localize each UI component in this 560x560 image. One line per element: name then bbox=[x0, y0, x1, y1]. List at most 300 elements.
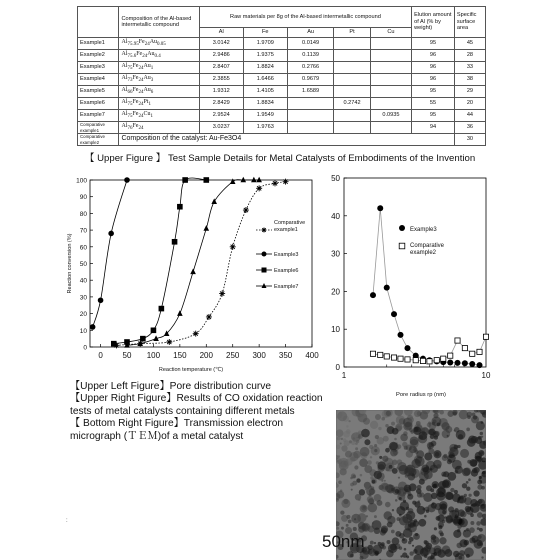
tem-grain bbox=[340, 510, 344, 514]
data-point bbox=[404, 345, 410, 351]
x-axis-label: Reaction temperature (℃) bbox=[158, 367, 224, 373]
tem-particle bbox=[413, 427, 421, 435]
row-value bbox=[287, 122, 334, 134]
y-tick-label: 50 bbox=[331, 174, 340, 183]
tem-grain bbox=[353, 451, 361, 459]
tem-grain bbox=[411, 445, 414, 448]
tem-grain bbox=[408, 417, 413, 422]
row-value bbox=[370, 62, 411, 74]
data-point bbox=[172, 239, 178, 245]
row-label: Example2 bbox=[78, 50, 119, 62]
y-tick-label: 0 bbox=[83, 344, 87, 352]
tem-particle bbox=[399, 497, 402, 500]
tem-grain bbox=[473, 415, 477, 419]
data-point bbox=[262, 252, 267, 257]
tem-particle bbox=[446, 516, 453, 523]
tem-grain bbox=[395, 531, 401, 537]
tem-grain bbox=[384, 480, 386, 482]
legend-label: Example6 bbox=[274, 268, 299, 274]
legend-label: Comparative bbox=[410, 243, 445, 249]
tem-grain bbox=[345, 451, 352, 458]
tem-grain bbox=[346, 425, 348, 427]
tem-particle bbox=[387, 426, 395, 434]
row-elution: 95 bbox=[412, 110, 455, 122]
y-tick-label: 0 bbox=[335, 363, 340, 372]
tem-particle bbox=[477, 541, 482, 546]
tem-grain bbox=[468, 494, 471, 497]
row-value: 1.9709 bbox=[243, 38, 287, 50]
tem-grain bbox=[386, 411, 391, 416]
tem-grain bbox=[359, 458, 368, 467]
tem-grain bbox=[456, 543, 462, 549]
tem-grain bbox=[363, 418, 370, 425]
tem-grain bbox=[407, 494, 413, 500]
tem-grain bbox=[470, 513, 474, 517]
y-axis-label: Reaction conversion (%) bbox=[67, 233, 73, 294]
row-value: 0.1139 bbox=[287, 50, 334, 62]
tem-grain bbox=[408, 541, 411, 544]
data-point bbox=[469, 361, 475, 367]
tem-grain bbox=[381, 417, 385, 421]
row-compound: $Al_{75}Fe_{24}Au_1$ bbox=[119, 62, 199, 74]
x-tick-label: 250 bbox=[226, 351, 240, 360]
row-value: 2.8407 bbox=[199, 62, 243, 74]
row-value bbox=[370, 122, 411, 134]
comparative2-composition: Composition of the catalyst: Au-Fe3O4 bbox=[119, 134, 454, 146]
tem-grain bbox=[345, 458, 352, 465]
tem-particle bbox=[449, 454, 453, 458]
row-value: 1.9312 bbox=[199, 86, 243, 98]
tem-grain bbox=[372, 522, 374, 524]
data-point bbox=[230, 244, 236, 250]
tem-grain bbox=[370, 541, 374, 545]
tem-grain bbox=[400, 434, 408, 442]
tem-grain bbox=[377, 500, 383, 506]
tem-grain bbox=[406, 465, 416, 475]
tem-grain bbox=[439, 410, 444, 414]
row-value: 1.8824 bbox=[243, 62, 287, 74]
tem-grain bbox=[409, 551, 413, 555]
y-tick-label: 40 bbox=[79, 277, 87, 285]
tem-grain bbox=[433, 552, 437, 556]
tem-grain bbox=[386, 540, 390, 544]
data-point bbox=[262, 228, 267, 233]
tem-grain bbox=[350, 554, 354, 558]
tem-grain bbox=[400, 555, 402, 557]
tem-particle bbox=[460, 496, 464, 500]
tem-grain bbox=[385, 502, 391, 508]
tem-particle bbox=[442, 510, 446, 514]
tem-grain bbox=[341, 445, 347, 451]
y-tick-label: 20 bbox=[79, 311, 87, 319]
tem-particle bbox=[403, 500, 406, 503]
tem-grain bbox=[360, 447, 370, 457]
tem-grain bbox=[343, 431, 350, 438]
data-point bbox=[283, 179, 289, 185]
data-point bbox=[378, 352, 383, 357]
tem-grain bbox=[479, 528, 483, 532]
row-elution: 55 bbox=[412, 98, 455, 110]
chart-legend bbox=[399, 225, 445, 256]
data-point bbox=[262, 283, 267, 288]
data-point bbox=[159, 306, 165, 312]
tem-particle bbox=[372, 480, 376, 484]
data-point bbox=[203, 177, 209, 183]
corner-cell bbox=[78, 7, 119, 38]
tem-grain bbox=[466, 481, 469, 484]
tem-grain bbox=[413, 448, 417, 452]
table-row bbox=[78, 86, 486, 98]
row-elution: 96 bbox=[412, 62, 455, 74]
tem-grain bbox=[336, 429, 343, 437]
tem-scale-label: 50nm bbox=[322, 532, 365, 551]
tem-grain bbox=[353, 527, 357, 531]
row-value: 1.9375 bbox=[243, 50, 287, 62]
data-point bbox=[177, 310, 183, 316]
tem-grain bbox=[410, 437, 419, 446]
tem-particle bbox=[445, 492, 453, 500]
tem-grain bbox=[480, 504, 485, 509]
row-value bbox=[334, 50, 370, 62]
y-tick-label: 80 bbox=[79, 210, 87, 218]
row-elution: 96 bbox=[412, 74, 455, 86]
tem-grain bbox=[402, 538, 405, 541]
legend-label: Example3 bbox=[410, 227, 437, 233]
tem-grain bbox=[351, 489, 353, 491]
table-row bbox=[78, 98, 486, 110]
row-value: 1.9763 bbox=[243, 122, 287, 134]
tem-grain bbox=[386, 550, 394, 558]
tem-particle bbox=[437, 423, 441, 427]
tem-particle bbox=[437, 515, 444, 522]
tem-grain bbox=[418, 519, 426, 527]
row-elution: 95 bbox=[412, 86, 455, 98]
row-surface: 33 bbox=[454, 62, 485, 74]
data-point bbox=[455, 360, 461, 366]
tem-grain bbox=[480, 432, 483, 435]
data-point bbox=[470, 351, 475, 356]
tem-grain bbox=[464, 540, 470, 546]
tem-particle bbox=[467, 438, 476, 447]
tem-grain bbox=[374, 449, 377, 452]
tem-grain bbox=[406, 555, 409, 558]
row-value: 2.9524 bbox=[199, 110, 243, 122]
data-point bbox=[230, 178, 236, 184]
col-header-pt: Pt bbox=[334, 28, 370, 38]
row-compound: $Al_{75}Fe_{24}Pt_1$ bbox=[119, 98, 199, 110]
tem-particle bbox=[433, 450, 441, 458]
tem-particle bbox=[466, 487, 470, 491]
row-value bbox=[334, 62, 370, 74]
tem-grain bbox=[439, 537, 446, 544]
tem-grain bbox=[438, 530, 442, 534]
chart-legend bbox=[256, 220, 305, 290]
data-point bbox=[370, 351, 375, 356]
data-point bbox=[140, 336, 146, 342]
tem-grain bbox=[447, 435, 449, 437]
tem-grain bbox=[477, 512, 483, 518]
tem-grain bbox=[463, 468, 471, 476]
series-line bbox=[114, 178, 207, 344]
tem-grain bbox=[408, 508, 414, 514]
x-tick-label: 1 bbox=[341, 371, 347, 380]
table-row bbox=[78, 122, 486, 134]
tem-grain bbox=[355, 447, 358, 450]
tem-grain bbox=[346, 524, 349, 527]
table-row bbox=[78, 38, 486, 50]
row-surface: 20 bbox=[454, 98, 485, 110]
row-value bbox=[287, 98, 334, 110]
row-value: 1.6466 bbox=[243, 74, 287, 86]
tem-grain bbox=[482, 471, 486, 475]
row-compound: $Al_{75}Fe_{24}Cu_1$ bbox=[119, 110, 199, 122]
tem-grain bbox=[397, 517, 401, 521]
tem-grain bbox=[465, 506, 471, 512]
tem-particle bbox=[431, 502, 437, 508]
tem-particle bbox=[454, 445, 459, 450]
row-value: 0.9679 bbox=[287, 74, 334, 86]
tem-grain bbox=[428, 443, 433, 448]
tem-grain bbox=[481, 458, 484, 461]
table-row bbox=[78, 50, 486, 62]
data-point bbox=[182, 177, 188, 183]
tem-particle bbox=[378, 542, 382, 546]
series-example6 bbox=[111, 177, 209, 346]
tem-particle bbox=[409, 483, 417, 491]
series-example3 bbox=[90, 177, 130, 330]
row-label: Comparative example2 bbox=[78, 134, 119, 146]
data-point bbox=[377, 205, 383, 211]
tem-grain bbox=[445, 426, 452, 433]
tem-particle bbox=[470, 460, 477, 467]
plot-frame bbox=[90, 180, 312, 347]
tem-particle bbox=[457, 529, 460, 532]
header-raw-materials: Raw materials per 8g of the Al-based intermetallic compound bbox=[199, 7, 411, 28]
data-point bbox=[448, 353, 453, 358]
data-point bbox=[413, 358, 418, 363]
tem-particle bbox=[426, 510, 429, 513]
tem-grain bbox=[398, 477, 400, 479]
tem-grain bbox=[368, 503, 377, 512]
row-label: Example7 bbox=[78, 110, 119, 122]
row-label: Comparative example1 bbox=[78, 122, 119, 134]
tem-grain bbox=[397, 459, 403, 465]
row-value bbox=[287, 110, 334, 122]
row-surface: 45 bbox=[454, 38, 485, 50]
tem-grain bbox=[403, 422, 412, 431]
tem-particle bbox=[431, 535, 436, 540]
series-line bbox=[116, 182, 285, 346]
tem-grain bbox=[336, 527, 339, 530]
row-surface: 28 bbox=[454, 50, 485, 62]
data-point bbox=[90, 324, 96, 330]
row-label: Example1 bbox=[78, 38, 119, 50]
tem-grain bbox=[375, 435, 379, 439]
upper-figure-caption: 【 Upper Figure 】 Test Sample Details for Metal Catalysts of Embodiments of the Invention bbox=[84, 153, 476, 164]
tem-grain bbox=[341, 438, 343, 440]
data-point bbox=[166, 339, 172, 345]
data-point bbox=[462, 346, 467, 351]
tem-grain bbox=[477, 480, 482, 485]
row-value bbox=[370, 86, 411, 98]
tem-grain bbox=[402, 442, 407, 447]
tem-particle bbox=[474, 467, 480, 473]
co-oxidation-chart bbox=[64, 172, 324, 394]
tem-grain bbox=[374, 528, 380, 534]
tem-grain bbox=[448, 506, 454, 512]
data-point bbox=[391, 355, 396, 360]
tem-grain bbox=[478, 535, 482, 539]
tem-grain bbox=[430, 468, 433, 471]
caption-upper-left: 【Upper Left Figure】Pore distribution curve bbox=[70, 381, 272, 392]
tem-particle bbox=[392, 468, 398, 474]
x-axis-label: Pore radius rp (nm) bbox=[396, 392, 446, 398]
data-point bbox=[203, 225, 209, 231]
tem-particle bbox=[437, 549, 445, 557]
row-value bbox=[334, 38, 370, 50]
row-value: 0.2742 bbox=[334, 98, 370, 110]
tem-particle bbox=[377, 461, 386, 470]
data-point bbox=[177, 204, 183, 210]
tem-particle bbox=[414, 519, 417, 522]
data-point bbox=[427, 359, 432, 364]
tem-grain bbox=[395, 499, 398, 502]
tem-grain bbox=[370, 476, 373, 479]
tem-grain bbox=[356, 440, 359, 443]
data-point bbox=[240, 177, 246, 183]
tem-grain bbox=[348, 420, 350, 422]
data-point bbox=[256, 185, 262, 191]
tem-particle bbox=[466, 554, 470, 558]
sample-details-table bbox=[77, 6, 486, 146]
tem-grain bbox=[357, 513, 366, 522]
tem-grain bbox=[340, 442, 342, 444]
row-value: 2.3855 bbox=[199, 74, 243, 86]
data-point bbox=[483, 334, 488, 339]
tem-grain bbox=[354, 465, 358, 469]
row-value: 2.8429 bbox=[199, 98, 243, 110]
tem-grain bbox=[466, 528, 469, 531]
tem-grain bbox=[450, 488, 454, 492]
tem-particle bbox=[429, 428, 436, 435]
tem-particle bbox=[361, 429, 370, 438]
tem-grain bbox=[404, 548, 407, 551]
tem-grain bbox=[383, 436, 389, 442]
tem-particle bbox=[430, 555, 434, 559]
comparative2-surface: 30 bbox=[454, 134, 485, 146]
row-value: 3.0142 bbox=[199, 38, 243, 50]
tem-grain bbox=[422, 465, 430, 473]
data-point bbox=[193, 331, 199, 337]
tem-grain bbox=[341, 499, 350, 508]
tem-grain bbox=[399, 514, 402, 517]
tem-grain bbox=[467, 412, 473, 418]
y-tick-label: 90 bbox=[79, 194, 87, 202]
tem-particle bbox=[438, 481, 446, 489]
tem-particle bbox=[379, 456, 382, 459]
row-label: Example4 bbox=[78, 74, 119, 86]
tem-grain bbox=[351, 441, 355, 445]
legend-label: example1 bbox=[274, 227, 298, 233]
tem-particle bbox=[454, 508, 458, 512]
tem-grain bbox=[412, 545, 414, 547]
tem-grain bbox=[424, 515, 427, 518]
row-elution: 96 bbox=[412, 50, 455, 62]
data-point bbox=[262, 268, 267, 273]
data-point bbox=[420, 358, 425, 363]
row-value: 0.2766 bbox=[287, 62, 334, 74]
tem-grain bbox=[362, 524, 369, 531]
x-tick-label: 0 bbox=[98, 351, 103, 360]
tem-grain bbox=[382, 456, 388, 462]
data-point bbox=[243, 207, 249, 213]
tem-particle bbox=[438, 491, 443, 496]
caption-bottom-right: 【 Bottom Right Figure】Transmission electron micrograph (ＴＥＭ)of a metal catalyst bbox=[70, 418, 284, 442]
data-point bbox=[447, 359, 453, 365]
data-point bbox=[111, 341, 117, 347]
tem-grain bbox=[434, 527, 437, 530]
row-value: 1.4105 bbox=[243, 86, 287, 98]
tem-particle bbox=[390, 544, 397, 551]
tem-particle bbox=[424, 453, 432, 461]
tem-particle bbox=[420, 548, 429, 557]
tem-grain bbox=[479, 476, 482, 479]
tem-grain bbox=[370, 421, 378, 429]
tem-grain bbox=[341, 527, 344, 530]
y-tick-label: 30 bbox=[79, 294, 87, 302]
legend-label: Comparative bbox=[274, 220, 306, 226]
tem-grain bbox=[456, 430, 466, 440]
data-point bbox=[384, 354, 389, 359]
tem-grain bbox=[392, 509, 394, 511]
tem-grain bbox=[481, 486, 485, 490]
legend-label: Example3 bbox=[274, 252, 299, 258]
tem-grain bbox=[438, 525, 442, 529]
tem-particle bbox=[412, 501, 416, 505]
tem-grain bbox=[462, 483, 467, 488]
tem-particle bbox=[430, 488, 434, 492]
data-point bbox=[462, 360, 468, 366]
header-compound: Composition of the Al-based intermetallic compound bbox=[119, 7, 199, 38]
tem-grain bbox=[391, 530, 395, 534]
series-comparative-example2 bbox=[370, 334, 488, 364]
tem-grain bbox=[413, 533, 420, 540]
legend-label: Example7 bbox=[274, 284, 299, 290]
tem-grain bbox=[453, 518, 459, 524]
figure-captions bbox=[70, 381, 332, 443]
x-tick-label: 400 bbox=[305, 351, 319, 360]
tem-particle bbox=[444, 549, 452, 557]
tem-grain bbox=[481, 556, 483, 558]
data-point bbox=[441, 356, 446, 361]
row-value bbox=[334, 122, 370, 134]
tem-grain bbox=[433, 540, 436, 543]
y-tick-label: 100 bbox=[76, 177, 87, 185]
tem-particle bbox=[473, 490, 479, 496]
plot-frame bbox=[344, 178, 486, 367]
tem-grain bbox=[433, 413, 438, 418]
tem-grain bbox=[464, 530, 466, 532]
data-point bbox=[384, 285, 390, 291]
tem-grain bbox=[343, 438, 346, 441]
tem-particle bbox=[476, 457, 480, 461]
y-tick-label: 70 bbox=[79, 227, 87, 235]
table-row bbox=[78, 62, 486, 74]
tem-grain bbox=[455, 514, 459, 518]
tem-grain bbox=[370, 456, 372, 458]
tem-particle bbox=[478, 450, 484, 456]
pore-distribution-chart bbox=[314, 172, 504, 404]
